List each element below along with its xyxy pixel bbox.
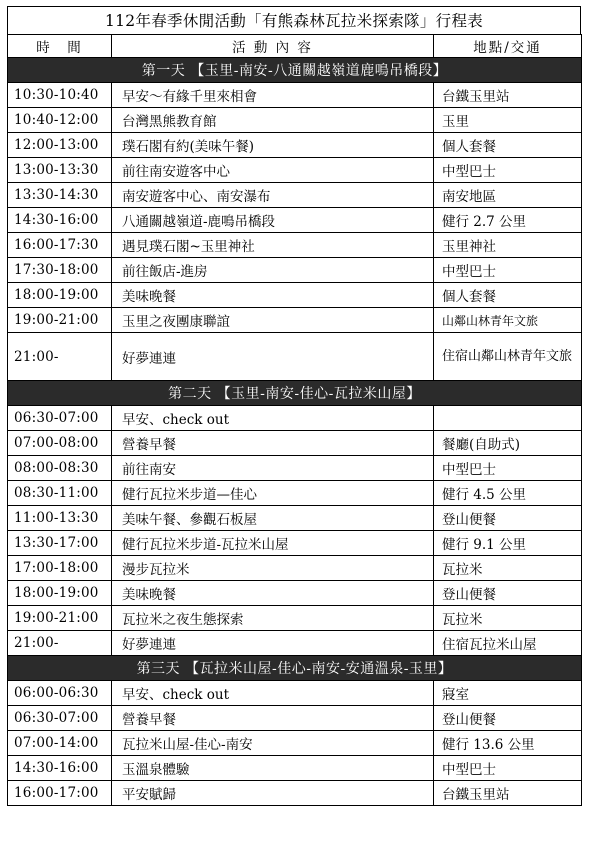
activity-cell: 好夢連連	[112, 333, 434, 381]
location-cell: 登山便餐	[434, 506, 582, 531]
time-cell: 10:40-12:00	[8, 108, 112, 133]
header-activity: 活 動 內 容	[112, 35, 434, 58]
table-row	[8, 133, 582, 158]
activity-cell: 遇見璞石閣~玉里神社	[112, 233, 434, 258]
time-cell: 13:30-14:30	[8, 183, 112, 208]
location-cell: 瓦拉米	[434, 556, 582, 581]
activity-cell: 美味午餐、參觀石板屋	[112, 506, 434, 531]
location-cell: 個人套餐	[434, 133, 582, 158]
location-cell: 南安地區	[434, 183, 582, 208]
time-cell: 14:30-16:00	[8, 756, 112, 781]
location-cell: 健行 2.7 公里	[434, 208, 582, 233]
table-row	[8, 158, 582, 183]
location-cell: 中型巴士	[434, 456, 582, 481]
activity-cell: 健行瓦拉米步道-瓦拉米山屋	[112, 531, 434, 556]
table-row	[8, 83, 582, 108]
day-label: 第三天 【瓦拉米山屋-佳心-南安-安通溫泉-玉里】	[8, 656, 582, 681]
itinerary-document	[7, 6, 581, 806]
time-cell: 06:30-07:00	[8, 706, 112, 731]
time-cell: 11:00-13:30	[8, 506, 112, 531]
activity-cell: 美味晚餐	[112, 581, 434, 606]
activity-cell: 早安、check out	[112, 681, 434, 706]
location-cell: 登山便餐	[434, 706, 582, 731]
time-cell: 12:00-13:00	[8, 133, 112, 158]
activity-cell: 璞石閣有約(美味午餐)	[112, 133, 434, 158]
time-cell: 14:30-16:00	[8, 208, 112, 233]
location-cell: 個人套餐	[434, 283, 582, 308]
table-row	[8, 406, 582, 431]
activity-cell: 營養早餐	[112, 706, 434, 731]
table-row	[8, 756, 582, 781]
day-header-row	[8, 656, 582, 681]
header-time: 時 間	[8, 35, 112, 58]
time-cell: 07:00-14:00	[8, 731, 112, 756]
time-cell: 10:30-10:40	[8, 83, 112, 108]
time-cell: 19:00-21:00	[8, 606, 112, 631]
table-row	[8, 681, 582, 706]
table-row	[8, 208, 582, 233]
table-row	[8, 431, 582, 456]
time-cell: 13:30-17:00	[8, 531, 112, 556]
table-row	[8, 556, 582, 581]
location-cell: 寢室	[434, 681, 582, 706]
location-cell: 瓦拉米	[434, 606, 582, 631]
activity-cell: 玉里之夜團康聯誼	[112, 308, 434, 333]
location-cell: 山鄰山林青年文旅	[434, 308, 582, 333]
itinerary-table	[7, 34, 582, 806]
activity-cell: 早安～有緣千里來相會	[112, 83, 434, 108]
activity-cell: 好夢連連	[112, 631, 434, 656]
table-row	[8, 108, 582, 133]
day-header-row	[8, 381, 582, 406]
activity-cell: 營養早餐	[112, 431, 434, 456]
document-title: 112年春季休閒活動「有熊森林瓦拉米探索隊」行程表	[7, 6, 581, 34]
time-cell: 21:00-	[8, 333, 112, 381]
activity-cell: 台灣黑熊教育館	[112, 108, 434, 133]
day-header-row	[8, 58, 582, 83]
table-row	[8, 731, 582, 756]
location-cell: 健行 13.6 公里	[434, 731, 582, 756]
location-cell: 中型巴士	[434, 756, 582, 781]
time-cell: 08:00-08:30	[8, 456, 112, 481]
time-cell: 08:30-11:00	[8, 481, 112, 506]
location-cell: 健行 4.5 公里	[434, 481, 582, 506]
location-cell: 玉里神社	[434, 233, 582, 258]
location-cell: 住宿瓦拉米山屋	[434, 631, 582, 656]
table-row	[8, 631, 582, 656]
activity-cell: 早安、check out	[112, 406, 434, 431]
table-row	[8, 333, 582, 381]
activity-cell: 前往飯店-進房	[112, 258, 434, 283]
time-cell: 21:00-	[8, 631, 112, 656]
table-row	[8, 308, 582, 333]
table-row	[8, 606, 582, 631]
activity-cell: 健行瓦拉米步道—佳心	[112, 481, 434, 506]
location-cell: 台鐵玉里站	[434, 781, 582, 806]
activity-cell: 美味晚餐	[112, 283, 434, 308]
activity-cell: 前往南安遊客中心	[112, 158, 434, 183]
location-cell: 登山便餐	[434, 581, 582, 606]
activity-cell: 瓦拉米山屋-佳心-南安	[112, 731, 434, 756]
table-row	[8, 531, 582, 556]
day-label: 第一天 【玉里-南安-八通關越嶺道鹿鳴吊橋段】	[8, 58, 582, 83]
activity-cell: 瓦拉米之夜生態探索	[112, 606, 434, 631]
time-cell: 06:30-07:00	[8, 406, 112, 431]
location-cell: 台鐵玉里站	[434, 83, 582, 108]
time-cell: 07:00-08:00	[8, 431, 112, 456]
activity-cell: 玉溫泉體驗	[112, 756, 434, 781]
activity-cell: 南安遊客中心、南安瀑布	[112, 183, 434, 208]
table-row	[8, 781, 582, 806]
time-cell: 18:00-19:00	[8, 581, 112, 606]
table-header-row	[8, 35, 582, 58]
time-cell: 13:00-13:30	[8, 158, 112, 183]
day-label: 第二天 【玉里-南安-佳心-瓦拉米山屋】	[8, 381, 582, 406]
table-row	[8, 481, 582, 506]
time-cell: 16:00-17:30	[8, 233, 112, 258]
table-row	[8, 506, 582, 531]
table-row	[8, 183, 582, 208]
location-cell: 玉里	[434, 108, 582, 133]
location-cell: 健行 9.1 公里	[434, 531, 582, 556]
activity-cell: 漫步瓦拉米	[112, 556, 434, 581]
location-cell: 中型巴士	[434, 258, 582, 283]
table-row	[8, 456, 582, 481]
time-cell: 16:00-17:00	[8, 781, 112, 806]
activity-cell: 前往南安	[112, 456, 434, 481]
table-row	[8, 283, 582, 308]
location-cell: 住宿山鄰山林青年文旅	[434, 333, 582, 381]
time-cell: 06:00-06:30	[8, 681, 112, 706]
time-cell: 19:00-21:00	[8, 308, 112, 333]
time-cell: 18:00-19:00	[8, 283, 112, 308]
time-cell: 17:00-18:00	[8, 556, 112, 581]
location-cell	[434, 406, 582, 431]
location-cell: 餐廳(自助式)	[434, 431, 582, 456]
table-row	[8, 258, 582, 283]
activity-cell: 八通關越嶺道-鹿鳴吊橋段	[112, 208, 434, 233]
time-cell: 17:30-18:00	[8, 258, 112, 283]
activity-cell: 平安賦歸	[112, 781, 434, 806]
location-cell: 中型巴士	[434, 158, 582, 183]
table-row	[8, 233, 582, 258]
table-row	[8, 581, 582, 606]
header-location: 地點/交通	[434, 35, 582, 58]
table-row	[8, 706, 582, 731]
